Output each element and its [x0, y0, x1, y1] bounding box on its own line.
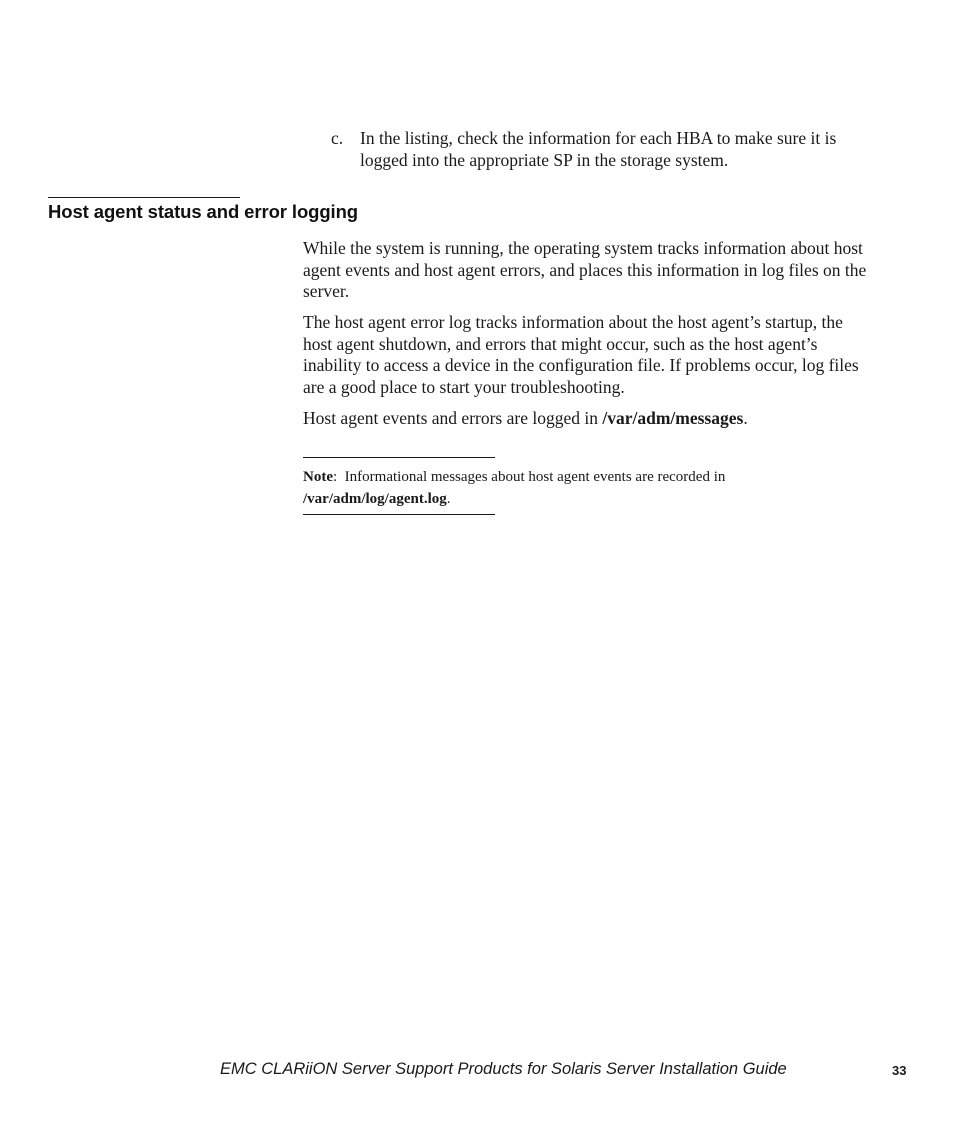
- note-bottom-rule: [303, 514, 495, 515]
- note-label: Note: [303, 469, 333, 485]
- paragraph-3: [303, 408, 868, 430]
- paragraph-3-suffix: .: [743, 407, 748, 428]
- section-heading: Host agent status and error logging: [48, 201, 358, 222]
- paragraph-1: While the system is running, the operating system tracks information about host agent events and host agent errors, and places this information in log files on the server.: [303, 238, 867, 301]
- note-box: [303, 457, 863, 515]
- note-suffix: .: [446, 491, 451, 507]
- agent-log-path: /var/adm/log/agent.log: [303, 491, 447, 507]
- paragraph-3-prefix: Host agent events and errors are logged in: [303, 407, 603, 428]
- note-separator: :: [333, 469, 345, 485]
- paragraph-2: The host agent error log tracks information about the host agent’s startup, the host agent shutdown, and errors that might occur, such as the host agent’s inability to access a device in the configuration file. If problems occur, log files are a good place to start your troubleshooting.: [303, 312, 859, 397]
- footer-title: EMC CLARiiON Server Support Products for Solaris Server Installation Guide: [220, 1060, 787, 1078]
- list-item-c: [331, 128, 871, 171]
- messages-path: /var/adm/messages: [602, 407, 744, 428]
- list-item-text: In the listing, check the information for each HBA to make sure it is logged into the appropriate SP in the storage system.: [360, 128, 837, 170]
- section-body: [303, 238, 868, 439]
- list-marker: c.: [331, 128, 344, 148]
- heading-rule: [48, 197, 240, 198]
- note-top-rule: [303, 457, 495, 458]
- note-body: Informational messages about host agent events are recorded in: [344, 469, 726, 485]
- page-number: 33: [892, 1063, 907, 1078]
- note-text: [303, 466, 863, 510]
